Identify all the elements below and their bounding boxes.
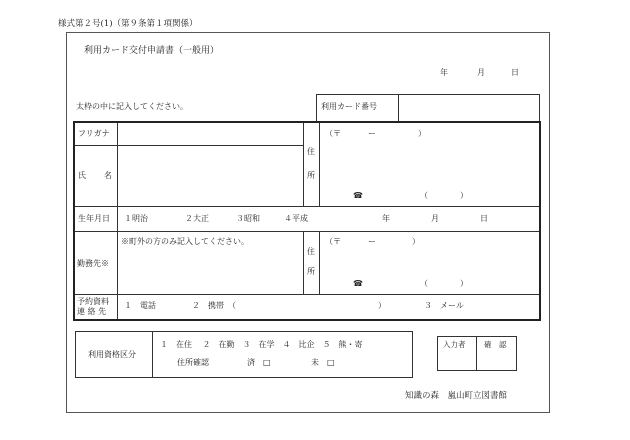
postal-dash: ー bbox=[368, 129, 376, 138]
birth-label: 生年月日 bbox=[78, 214, 110, 223]
contact-label-line1: 予約資料 bbox=[77, 297, 109, 306]
era-showa[interactable]: ３昭和 bbox=[236, 214, 260, 223]
instruction-text: 太枠の中に記入してください。 bbox=[76, 102, 188, 111]
address-label-1: 住 bbox=[307, 147, 315, 156]
workplace-phone-icon: ☎ bbox=[353, 279, 363, 288]
phone-field[interactable] bbox=[428, 189, 458, 203]
workplace-label: 勤務先※ bbox=[77, 259, 109, 268]
residence-check-label: 住所確認 bbox=[177, 358, 209, 367]
date-day: 日 bbox=[511, 68, 519, 77]
name-label-1: 氏 bbox=[78, 171, 86, 180]
residence-not-yet[interactable]: 未 □ bbox=[311, 358, 335, 367]
contact-mobile-option[interactable]: ２ 携帯 （ bbox=[192, 301, 236, 310]
contact-label-line2: 連 絡 先 bbox=[77, 307, 107, 316]
phone-icon: ☎ bbox=[353, 191, 363, 200]
workplace-field[interactable] bbox=[119, 250, 302, 292]
residence-done[interactable]: 済 □ bbox=[247, 358, 271, 367]
contact-mobile-close: ） bbox=[378, 301, 386, 310]
workplace-address-field[interactable] bbox=[321, 250, 538, 275]
workplace-phone-close: ） bbox=[460, 279, 468, 288]
birth-year-unit: 年 bbox=[382, 214, 390, 223]
address-field[interactable] bbox=[321, 140, 538, 188]
workplace-address-label-1: 住 bbox=[307, 247, 315, 256]
name-label-2: 名 bbox=[104, 171, 112, 180]
contact-phone-option[interactable]: １ 電話 bbox=[124, 301, 156, 310]
era-heisei[interactable]: ４平成 bbox=[284, 214, 308, 223]
phone-close: ） bbox=[460, 191, 468, 200]
phone-open: （ bbox=[420, 191, 428, 200]
form-number: 様式第２号(1)（第９条第１項関係） bbox=[58, 19, 198, 29]
input-by-label: 入力者 bbox=[443, 340, 466, 349]
workplace-postal-close: ） bbox=[412, 237, 420, 246]
postal-open: （〒 bbox=[325, 129, 341, 138]
contact-email-option[interactable]: ３ メール bbox=[424, 301, 464, 310]
workplace-phone-open: （ bbox=[420, 279, 428, 288]
birth-day-unit: 日 bbox=[480, 214, 488, 223]
postal-close: ） bbox=[418, 129, 426, 138]
birth-month-unit: 月 bbox=[431, 214, 439, 223]
address-label-2: 所 bbox=[307, 171, 315, 180]
usage-options[interactable]: １ 在住 ２ 在勤 ３ 在学 ４ 比企 ５ 熊・寄 bbox=[160, 340, 363, 349]
workplace-postal-dash: ー bbox=[368, 237, 376, 246]
workplace-postal-open: （〒 bbox=[325, 237, 341, 246]
furigana-field[interactable] bbox=[119, 124, 302, 144]
confirm-label: 確 認 bbox=[484, 340, 507, 349]
card-number-label: 利用カード番号 bbox=[321, 102, 377, 111]
furigana-label: フリガナ bbox=[78, 129, 110, 138]
era-taisho[interactable]: ２大正 bbox=[185, 214, 209, 223]
name-field[interactable] bbox=[119, 147, 302, 205]
date-month: 月 bbox=[477, 68, 485, 77]
library-name: 知識の森 嵐山町立図書館 bbox=[405, 391, 508, 401]
card-number-field[interactable] bbox=[399, 95, 539, 121]
workplace-note: ※町外の方のみ記入してください。 bbox=[121, 237, 249, 246]
form-title: 利用カード交付申請書（一般用） bbox=[84, 46, 220, 56]
date-year: 年 bbox=[440, 68, 448, 77]
workplace-address-label-2: 所 bbox=[307, 267, 315, 276]
era-meiji[interactable]: １明治 bbox=[124, 214, 148, 223]
usage-label: 利用資格区分 bbox=[88, 350, 136, 359]
